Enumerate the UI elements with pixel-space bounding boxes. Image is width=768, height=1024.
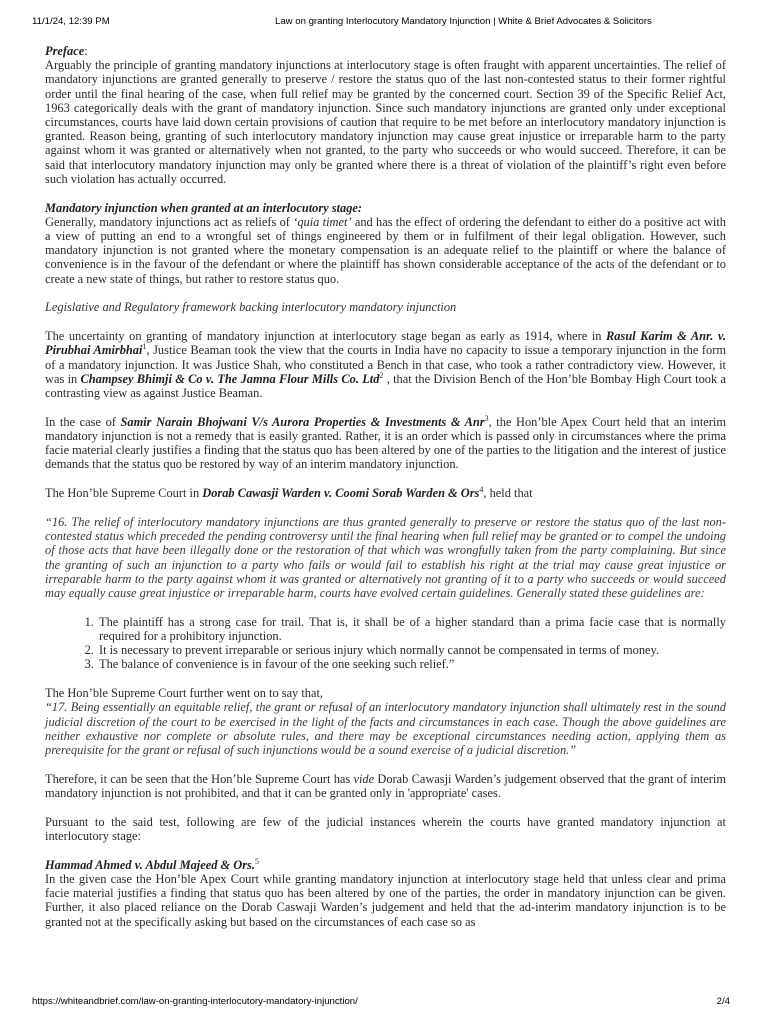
guideline-item-3: 3. The balance of convenience is in favour of the one seeking such relief.” [97, 657, 726, 671]
case-citation-3: Samir Narain Bhojwani V/s Aurora Properties & Investments & Anr [120, 414, 485, 429]
case-citation-1: Rasul Karim & Anr. v. Pirubhai Amirbhai [45, 329, 726, 358]
uncertainty-paragraph [45, 329, 726, 400]
interlocutory-text-b: and has the effect of ordering the defendant to either do a positive act with a view of putting an end to a wrongful set of things engineered by them or in fulfilment of their legal obligation. However, such mandatory injunction is not granted where the monetary compensation is an adequate relief to the plaintiff or where the balance of convenience is in the favour of the defendant or where the plaintiff has shown considerable acceptance of the acts of the defendant or to create a new state of things, but rather to restore status quo. [45, 214, 726, 286]
guideline-item-2: 2. It is necessary to prevent irreparable or serious injury which normally cannot be compensated in terms of money. [97, 643, 726, 657]
therefore-paragraph [45, 772, 726, 800]
footnote-ref-1[interactable]: 1 [142, 342, 147, 352]
uncertainty-text-b: , Justice Beaman took the view that the courts in India have no capacity to issue a temporary injunction in the form of a mandatory injunction. It was Justice Shah, who constituted a Bench in that case, who took a rather contradictory view. However, it was in [45, 343, 727, 386]
preface-paragraph: Arguably the principle of granting mandatory injunctions at interlocutory stage is often fraught with apparent uncertainties. The relief of mandatory injunctions are granted generally to preserve / restore the status quo of the last non-contested status to their former rightful order until the final hearing of the case, when full relief may be granted by the concerned court. Section 39 of the Specific Relief Act, 1963 categorically deals with the grant of mandatory injunction. Since such mandatory injunctions are granted only under exceptional circumstances, courts have laid down certain provisions of caution that require to be met before an interlocutory mandatory injunction is granted. Reason being, granting of such interlocutory mandatory injunction may cause great injustice or irreparable harm to the party against whom it was granted or alternatively when not granted, to the party who succeeds or who would succeed. Therefore, it can be said that interlocutory mandatory injunction may only be granted where there is a threat of violation of the plaintiff’s right even before such violation has actually occurred. [45, 58, 726, 186]
print-url[interactable]: https://whiteandbrief.com/law-on-granting-interlocutory-mandatory-injunction/ [32, 996, 358, 1007]
interlocutory-paragraph [45, 215, 726, 286]
dorab-paragraph [45, 486, 726, 500]
pursuant-paragraph: Pursuant to the said test, following are few of the judicial instances wherein the courts have granted mandatory injunction at interlocutory stage: [45, 814, 726, 844]
case-citation-2: Champsey Bhimji & Co v. The Jamna Flour Mills Co. Ltd [80, 371, 380, 386]
hammad-heading-line [45, 858, 726, 872]
print-page-title: Law on granting Interlocutory Mandatory Injunction | White & Brief Advocates & Solicitors [275, 16, 652, 27]
case-citation-4: Dorab Cawasji Warden v. Coomi Sorab Warden & Ors [202, 486, 480, 501]
therefore-text-b: Dorab Cawasji Warden’s judgement observed that the grant of interim mandatory injunction is not prohibited, and that it can be granted only in 'appropriate' cases. [45, 771, 726, 801]
therefore-text-a: Therefore, it can be seen that the Hon’ble Supreme Court has [45, 771, 354, 786]
print-header [32, 16, 734, 30]
quia-timet-term: ‘quia timet’ [293, 214, 352, 229]
interlocutory-heading: Mandatory injunction when granted at an interlocutory stage: [45, 200, 363, 215]
uncertainty-text-c: , that the Division Bench of the Hon’ble Bombay High Court took a contrasting view as against Justice Beaman. [45, 371, 726, 401]
samir-text-a: In the case of [45, 414, 121, 429]
article-body [45, 44, 726, 929]
samir-paragraph [45, 415, 726, 472]
dorab-text-b: , held that [483, 486, 533, 501]
quote-16: “16. The relief of interlocutory mandatory injunctions are thus granted generally to preserve or restore the status quo of the last non-contested status which preceded the pending controversy until the final hearing when full relief may be granted or to compel the undoing of those acts that have been illegally done or the restoration of that which was wrongfully taken from the party complaining. But since the granting of such an injunction to a party who fails or would fail to establish his right at the trial may cause great injustice or irreparable harm to the party against whom it was granted or alternatively not granting of it to a party who succeeds or would succeed may equally cause great injustice or irreparable harm, courts have evolved certain guidelines. Generally stated these guidelines are: [45, 515, 726, 601]
guideline-item-1: 1. The plaintiff has a strong case for trail. That is, it shall be of a higher standard than a prima facie case that is normally required for a prohibitory injunction. [97, 615, 726, 643]
quote-17: “17. Being essentially an equitable relief, the grant or refusal of an interlocutory mandatory injunction shall ultimately rest in the sound judicial discretion of the court to be exercised in the light of the facts and circumstances in each case. Though the above guidelines are neither exhaustive nor complete or absolute rules, and there may be exceptional circumstances needing action, applying them as prerequisite for the grant or refusal of such injunctions would be a sound exercise of a judicial discretion.” [45, 700, 726, 758]
hammad-paragraph: In the given case the Hon’ble Apex Court while granting mandatory injunction at interlocutory stage held that unless clear and prima facie material justifies a finding that status quo has been altered by one of the parties, the order in mandatory injunction can be given. Further, it also placed reliance on the Dorab Caswaji Warden’s judgement and held that the ad-interim mandatory injunction is to be granted not at the specifically asking but based on the circumstances of each case so as [45, 872, 726, 929]
print-datetime: 11/1/24, 12:39 PM [32, 16, 110, 27]
further-said-line: The Hon’ble Supreme Court further went on to say that, [45, 686, 324, 701]
print-footer [32, 996, 730, 1010]
legislative-heading: Legislative and Regulatory framework backing interlocutory mandatory injunction [45, 300, 457, 315]
preface-heading: Preface [45, 44, 85, 58]
print-page-number: 2/4 [716, 996, 730, 1007]
footnote-ref-5[interactable]: 5 [254, 856, 259, 866]
dorab-text-a: The Hon’ble Supreme Court in [45, 486, 203, 501]
preface-colon: : [84, 44, 88, 58]
case-citation-5: Hammad Ahmed v. Abdul Majeed & Ors. [45, 857, 255, 872]
footnote-ref-4[interactable]: 4 [479, 485, 484, 495]
uncertainty-text-a: The uncertainty on granting of mandatory injunction at interlocutory stage began as early as 1914, where in [45, 329, 607, 344]
interlocutory-text-a: Generally, mandatory injunctions act as reliefs of [45, 214, 294, 229]
guidelines-list [45, 615, 726, 672]
samir-text-b: , the Hon’ble Apex Court held that an interim mandatory injunction is not a remedy that is easily granted. Rather, it is an order which is passed only in circumstances where the prima facie material clearly justifies a finding that the status quo has been altered by one of the parties to the litigation and the interest of justice demands that the status quo be restored by way of an interim mandatory injunction. [45, 414, 726, 472]
preface-heading-line [45, 44, 726, 58]
footnote-ref-2[interactable]: 2 [379, 370, 384, 380]
footnote-ref-3[interactable]: 3 [484, 413, 489, 423]
vide-term: vide [353, 771, 375, 786]
